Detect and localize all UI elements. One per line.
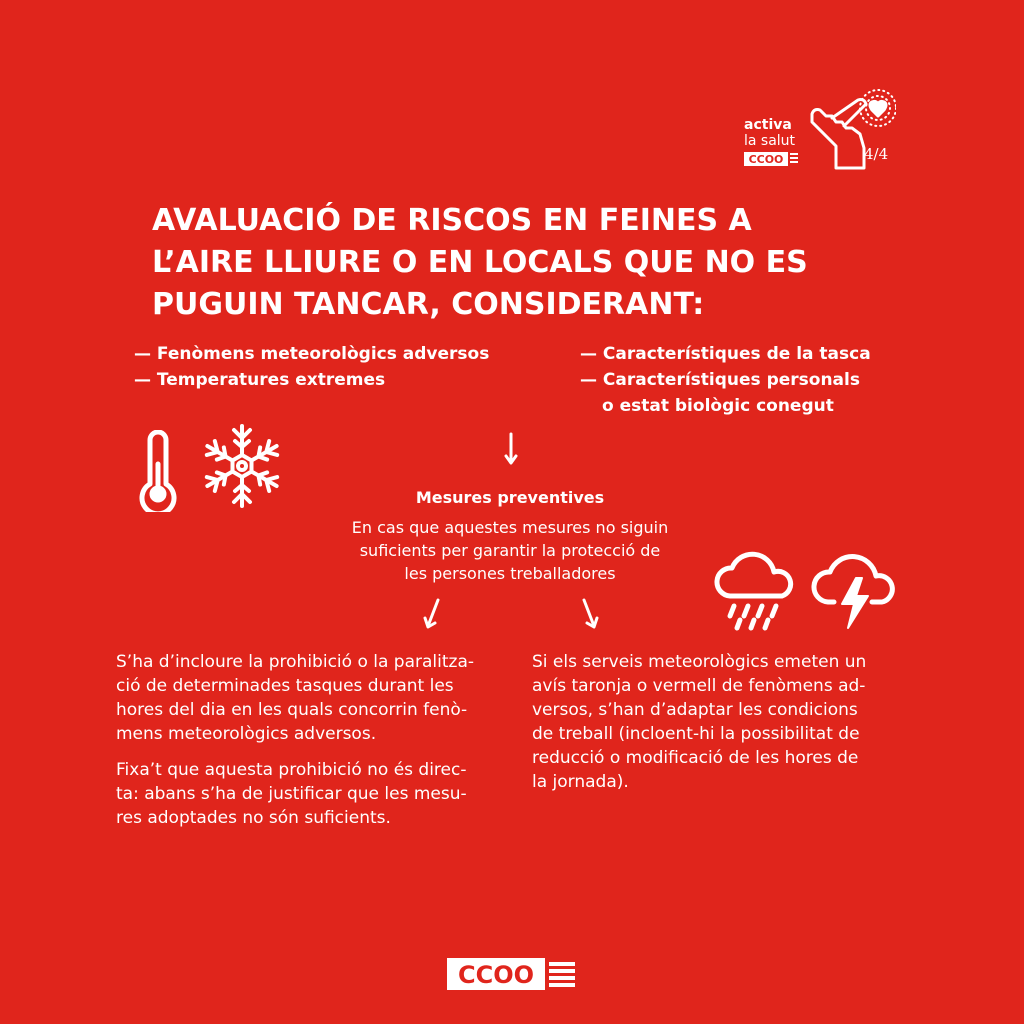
mesures-title: Mesures preventives	[415, 488, 605, 507]
ccoo-mini-text: CCOO	[748, 153, 784, 166]
right-column-text	[532, 650, 912, 794]
ccoo-footer-text: CCOO	[457, 961, 535, 989]
title-line: PUGUIN TANCAR, CONSIDERANT:	[152, 287, 705, 322]
page-number: 4/4	[864, 145, 889, 163]
text-line: S’ha d’incloure la prohibició o la paralitza-	[116, 652, 474, 672]
left-column-text	[116, 650, 496, 830]
consideration-item: — Temperatures extremes	[134, 370, 386, 390]
rain-cloud-icon	[712, 544, 800, 632]
ccoo-mini-logo-icon	[744, 152, 800, 166]
text-line: Fixa’t que aquesta prohibició no és direc-	[116, 760, 467, 780]
consideration-item: — Característiques personals	[580, 370, 860, 390]
consideration-item-continuation: o estat biològic conegut	[602, 396, 834, 416]
mesures-desc-line: suficients per garantir la protecció de	[359, 541, 661, 560]
text-line: de treball (incloent-hi la possibilitat de	[532, 724, 860, 744]
paragraph	[532, 650, 912, 794]
text-line: ció de determinades tasques durant les	[116, 676, 454, 696]
text-line: mens meteorològics adversos.	[116, 724, 377, 744]
title-line: L’AIRE LLIURE O EN LOCALS QUE NO ES	[152, 245, 808, 280]
text-line: res adoptades no són suficients.	[116, 808, 391, 828]
mesures-description	[300, 516, 720, 585]
text-line: avís taronja o vermell de fenòmens ad-	[532, 676, 866, 696]
text-line: hores del dia en les quals concorrin fenò-	[116, 700, 468, 720]
consideration-item: — Característiques de la tasca	[580, 344, 871, 364]
storm-cloud-icon	[810, 544, 900, 632]
text-line: reducció o modificació de les hores de	[532, 748, 859, 768]
page-title	[152, 200, 912, 326]
paragraph	[116, 758, 496, 830]
arrow-down-icon	[501, 432, 521, 472]
arrow-down-left-icon	[422, 596, 442, 636]
paragraph	[116, 650, 496, 746]
activa-la-salut-logo	[744, 88, 904, 178]
ccoo-footer-logo-icon	[447, 958, 577, 990]
consideration-item: — Fenòmens meteorològics adversos	[134, 344, 490, 364]
logo-line-la-salut: la salut	[744, 133, 796, 149]
snowflake-icon	[200, 420, 284, 512]
thermometer-icon	[136, 430, 180, 512]
considerations-left	[134, 341, 489, 393]
text-line: Si els serveis meteorològics emeten un	[532, 652, 867, 672]
mesures-desc-line: les persones treballadores	[404, 564, 616, 583]
text-line: ta: abans s’ha de justificar que les mesu-	[116, 784, 467, 804]
arrow-down-right-icon	[580, 596, 600, 636]
mesures-desc-line: En cas que aquestes mesures no siguin	[351, 518, 669, 537]
title-line: AVALUACIÓ DE RISCOS EN FEINES A	[152, 203, 752, 238]
text-line: la jornada).	[532, 772, 629, 792]
logo-line-activa: activa	[744, 117, 792, 133]
considerations-right	[580, 341, 871, 419]
text-line: versos, s’han d’adaptar les condicions	[532, 700, 858, 720]
